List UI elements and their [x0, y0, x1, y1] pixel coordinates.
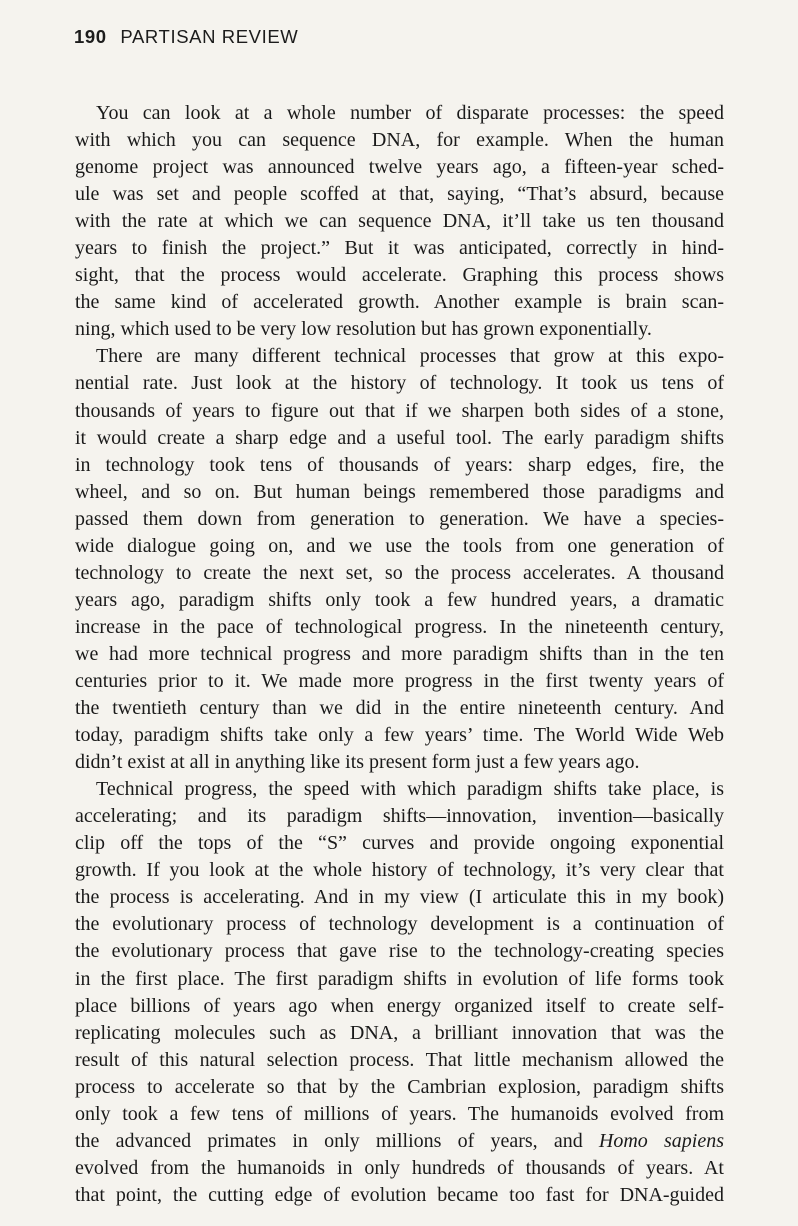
text-line: accelerating; and its paradigm shifts—innovation, invention—basically	[75, 805, 724, 828]
text-segment: the advanced primates in only millions of years, and	[75, 1129, 599, 1152]
running-head	[74, 26, 298, 48]
text-line: in the first place. The first paradigm shifts in evolution of life forms took	[75, 967, 724, 990]
text-line: wheel, and so on. But human beings remembered those paradigms and	[75, 480, 724, 503]
page-number: 190	[74, 26, 107, 47]
text-line: years to finish the project.” But it was anticipated, correctly in hind-	[75, 237, 724, 260]
text-line: thousands of years to figure out that if we sharpen both sides of a stone,	[75, 399, 724, 422]
text-line: increase in the pace of technological progress. In the nineteenth century,	[75, 615, 724, 638]
text-line: You can look at a whole number of disparate processes: the speed	[96, 102, 724, 124]
text-line: sight, that the process would accelerate. Graphing this process shows	[75, 264, 724, 287]
text-line: There are many different technical processes that grow at this expo-	[96, 345, 724, 368]
body-text	[75, 100, 724, 1209]
text-line: the same kind of accelerated growth. Another example is brain scan-	[75, 291, 724, 314]
journal-title: PARTISAN REVIEW	[120, 26, 299, 47]
text-line: the twentieth century than we did in the entire nineteenth century. And	[75, 697, 724, 720]
text-line: place billions of years ago when energy organized itself to create self-	[75, 994, 724, 1017]
text-line: that point, the cutting edge of evolution became too fast for DNA-guided	[75, 1183, 724, 1206]
text-line: Technical progress, the speed with which paradigm shifts take place, is	[96, 778, 724, 801]
text-line: the evolutionary process of technology development is a continuation of	[75, 913, 724, 936]
text-line: didn’t exist at all in anything like its present form just a few years ago.	[75, 751, 640, 774]
text-line: replicating molecules such as DNA, a brilliant innovation that was the	[75, 1021, 724, 1044]
text-line: wide dialogue going on, and we use the tools from one generation of	[75, 534, 724, 557]
paragraph-3	[75, 776, 724, 1209]
text-line: the evolutionary process that gave rise to the technology-creating species	[75, 940, 724, 963]
text-line: ule was set and people scoffed at that, saying, “That’s absurd, because	[75, 183, 724, 206]
text-line: in technology took tens of thousands of years: sharp edges, fire, the	[75, 453, 724, 476]
italic-phrase: Homo sapiens	[598, 1129, 724, 1152]
text-line: technology to create the next set, so the process accelerates. A thousand	[75, 561, 724, 584]
text-line: genome project was announced twelve years ago, a fifteen-year sched-	[75, 156, 724, 179]
text-line-with-italic	[75, 1128, 724, 1155]
text-line: growth. If you look at the whole history of technology, it’s very clear that	[75, 859, 724, 882]
text-line: process to accelerate so that by the Cambrian explosion, paradigm shifts	[75, 1075, 724, 1098]
text-line: today, paradigm shifts take only a few years’ time. The World Wide Web	[75, 724, 724, 747]
text-line: years ago, paradigm shifts only took a few hundred years, a dramatic	[75, 588, 724, 611]
text-line: with the rate at which we can sequence DNA, it’ll take us ten thousand	[75, 210, 724, 233]
text-line: it would create a sharp edge and a useful tool. The early paradigm shifts	[75, 426, 724, 449]
text-line: only took a few tens of millions of years. The humanoids evolved from	[75, 1102, 724, 1125]
text-line: clip off the tops of the “S” curves and provide ongoing exponential	[75, 832, 724, 855]
text-line: nential rate. Just look at the history of technology. It took us tens of	[75, 372, 724, 395]
text-line: evolved from the humanoids in only hundreds of thousands of years. At	[75, 1156, 724, 1179]
text-line: we had more technical progress and more paradigm shifts than in the ten	[75, 642, 724, 665]
text-line: the process is accelerating. And in my view (I articulate this in my book)	[75, 886, 724, 909]
paragraph-1	[75, 100, 724, 343]
text-line: result of this natural selection process. That little mechanism allowed the	[75, 1048, 724, 1071]
text-line: passed them down from generation to generation. We have a species-	[75, 507, 724, 530]
text-line: with which you can sequence DNA, for example. When the human	[75, 129, 724, 152]
paragraph-2	[75, 343, 724, 776]
text-line: centuries prior to it. We made more progress in the first twenty years of	[75, 669, 724, 692]
text-line: ning, which used to be very low resolution but has grown exponentially.	[75, 318, 652, 341]
